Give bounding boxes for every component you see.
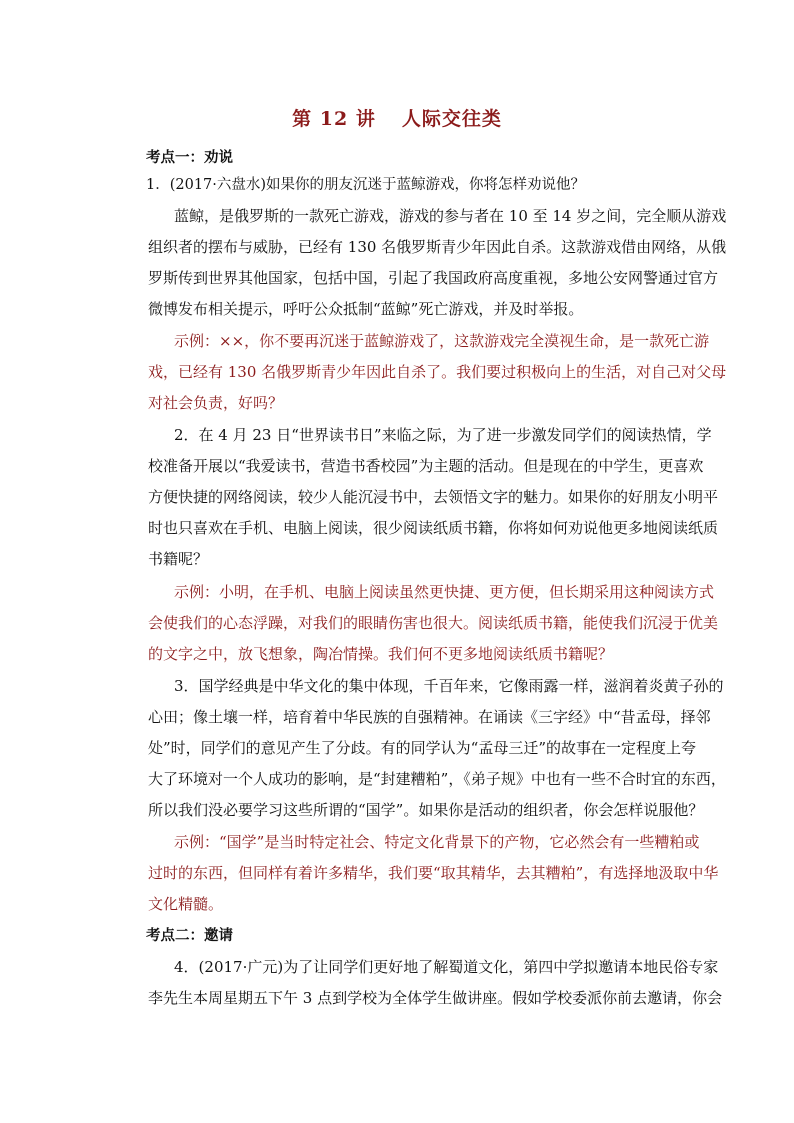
question-1-answer: 示例：××，你不要再沉迷于蓝鲸游戏了，这款游戏完全漠视生命，是一款死亡游 戏，已经有 130 名俄罗斯青少年因此自杀了。我们要过积极向上的生活，对自己对父母 对社会负责，好吗？ <box>148 332 727 412</box>
question-3-answer: 示例：“国学”是当时特定社会、特定文化背景下的产物，它必然会有一些糟粕或 过时的东西，但同样有着许多精华，我们要“取其精华，去其糟粕”，有选择地汲取中华 文化精髓。 <box>148 833 719 913</box>
lesson-name: 人际交往类 <box>401 108 502 130</box>
question-3-stem: 3．国学经典是中华文化的集中体现，千百年来，它像雨露一样，滋润着炎黄子孙的 心田；像土壤一样，培育着中华民族的自强精神。在诵读《三字经》中“昔孟母，择邻 处”时，同学们的意见产生了分歧。有的同学认为“孟母三迁”的故事在一定程度上夸 大了环境对一个人成功的影响，是“封建糟粕”，《弟子规》中也有一些不合时宜的东西， 所以我们没必要学习这些所谓的“国学”。如果你是活动的组织者，你会怎样说服他？ <box>148 677 726 819</box>
lesson-number: 第 12 讲 <box>292 108 376 130</box>
section-heading-persuade: 考点一：劝说 <box>146 149 233 166</box>
question-1-stem: 1．(2017·六盘水)如果你的朋友沉迷于蓝鲸游戏，你将怎样劝说他？ <box>146 177 586 193</box>
section-heading-invite: 考点二：邀请 <box>146 927 233 944</box>
question-2-answer: 示例：小明，在手机、电脑上阅读虽然更快捷、更方便，但长期采用这种阅读方式 会使我们的心态浮躁，对我们的眼睛伤害也很大。阅读纸质书籍，能使我们沉浸于优美 的文字之中，放飞想象，陶冶情操。我们何不更多地阅读纸质书籍呢？ <box>148 583 719 663</box>
question-4-stem: 4．(2017·广元)为了让同学们更好地了解蜀道文化，第四中学拟邀请本地民俗专家 李先生本周星期五下午 3 点到学校为全体学生做讲座。假如学校委派你前去邀请，你会 <box>148 958 723 1007</box>
question-1-material: 蓝鲸，是俄罗斯的一款死亡游戏，游戏的参与者在 10 至 14 岁之间，完全顺从游戏 组织者的摆布与威胁，已经有 130 名俄罗斯青少年因此自杀。这款游戏借由网络，从俄 罗斯传到世界其他国家，包括中国，引起了我国政府高度重视，多地公安网警通过官方 微博发布相关提示，呼吁公众抵制“蓝鲸”死亡游戏，并及时举报。 <box>148 207 727 318</box>
page-title <box>0 104 794 131</box>
question-2-stem: 2．在 4 月 23 日“世界读书日”来临之际，为了进一步激发同学们的阅读热情，学 校准备开展以“我爱读书，营造书香校园”为主题的活动。但是现在的中学生，更喜欢 方便快捷的网络阅读，较少人能沉浸书中，去领悟文字的魅力。如果你的好朋友小明平 时也只喜欢在手机、电脑上阅读，很少阅读纸质书籍，你将如何劝说他更多地阅读纸质 书籍呢？ <box>148 426 719 568</box>
